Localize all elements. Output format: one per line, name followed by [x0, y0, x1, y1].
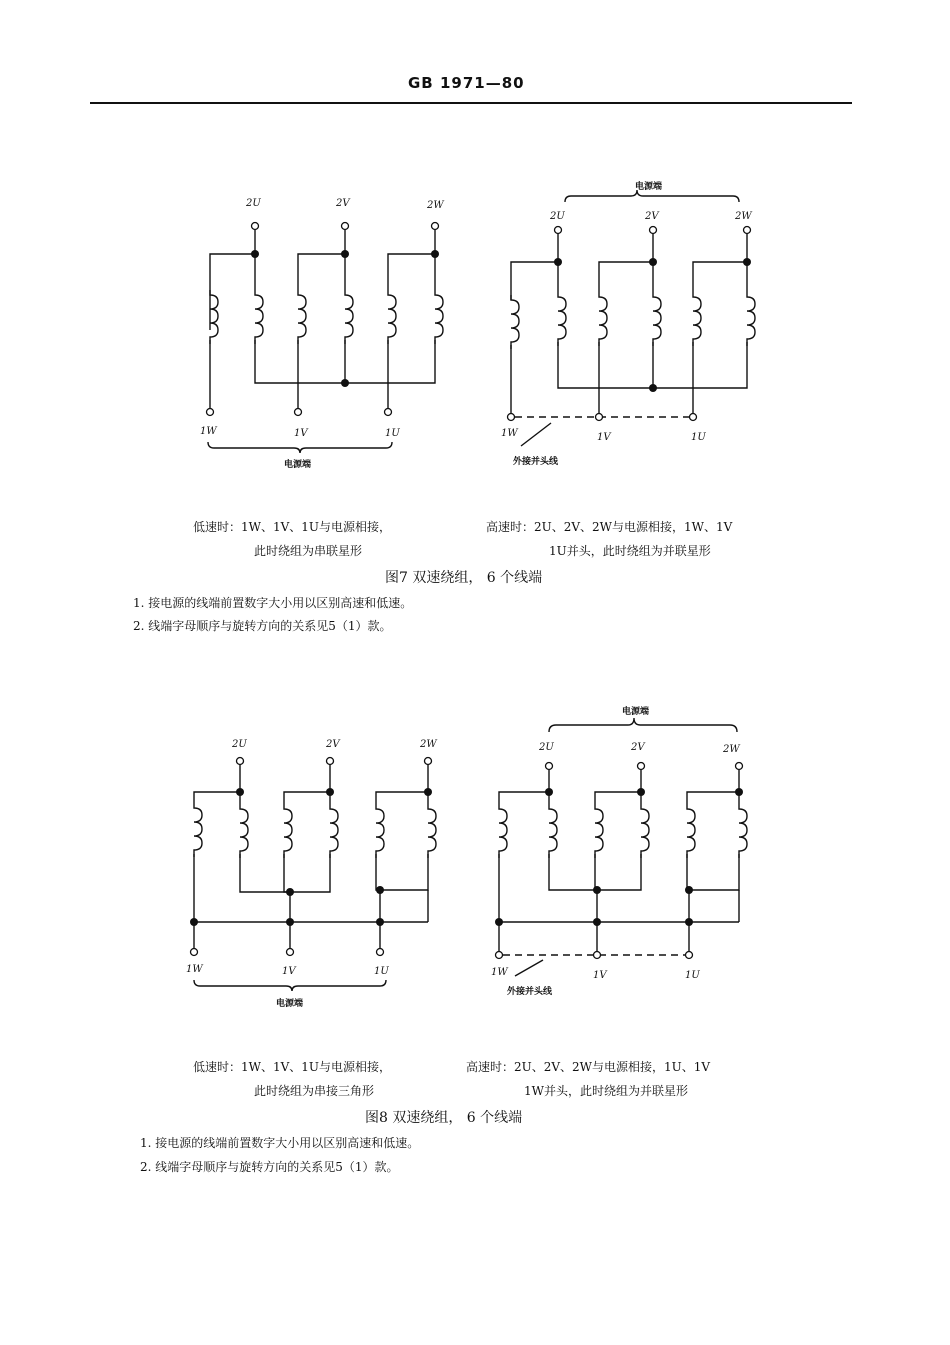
- header-rule: [90, 102, 852, 104]
- fig7-title: 图7 双速绕组， 6 个线端: [385, 570, 543, 586]
- fig7-right-group-label: 电源端: [635, 182, 663, 192]
- fig8-right-diagram: [485, 700, 775, 1000]
- fig8-left-label-2V: 2V: [326, 739, 340, 750]
- fig7-note-2: 2. 线端字母顺序与旋转方向的关系见5（1）款。: [133, 619, 392, 633]
- fig8-right-label-1V: 1V: [593, 970, 607, 981]
- fig7-right-jumper-label: 外接并头线: [513, 457, 559, 467]
- fig8-right-label-1U: 1U: [685, 970, 700, 981]
- fig8-left-label-1V: 1V: [282, 966, 296, 977]
- fig7-left-diagram: [190, 190, 460, 480]
- fig8-right-label-1W: 1W: [491, 967, 508, 978]
- fig8-note-1: 1. 接电源的线端前置数字大小用以区别高速和低速。: [140, 1136, 420, 1150]
- fig7-left-label-2U: 2U: [246, 198, 261, 209]
- fig7-left-label-1V: 1V: [294, 428, 308, 439]
- page-header-code: GB 1971—80: [408, 74, 525, 92]
- fig7-right-label-2V: 2V: [645, 211, 659, 222]
- fig8-right-label-2W: 2W: [723, 744, 740, 755]
- fig7-left-label-1U: 1U: [385, 428, 400, 439]
- fig7-right-label-1W: 1W: [501, 428, 518, 439]
- fig7-left-label-1W: 1W: [200, 426, 217, 437]
- fig8-left-label-2W: 2W: [420, 739, 437, 750]
- fig7-caption-low-2: 此时绕组为串联星形: [254, 544, 363, 558]
- fig7-left-label-2V: 2V: [336, 198, 350, 209]
- fig8-left-group-label: 电源端: [276, 999, 304, 1009]
- fig7-right-label-2U: 2U: [550, 211, 565, 222]
- fig8-left-label-1U: 1U: [374, 966, 389, 977]
- fig8-right-jumper-label: 外接并头线: [507, 987, 553, 997]
- fig8-left-label-1W: 1W: [186, 964, 203, 975]
- fig8-caption-high-2: 1W并头，此时绕组为并联星形: [524, 1084, 688, 1098]
- fig8-right-label-2V: 2V: [631, 742, 645, 753]
- fig7-caption-low-1: 低速时：1W、1V、1U与电源相接，: [193, 520, 392, 534]
- fig8-caption-high-1: 高速时：2U、2V、2W与电源相接，1U、1V: [466, 1060, 711, 1074]
- fig8-caption-low-1: 低速时：1W、1V、1U与电源相接，: [193, 1060, 392, 1074]
- fig8-left-diagram: [180, 730, 450, 1020]
- fig7-right-label-1V: 1V: [597, 432, 611, 443]
- fig7-left-group-label: 电源端: [284, 460, 312, 470]
- fig8-title: 图8 双速绕组， 6 个线端: [365, 1110, 523, 1126]
- fig7-note-1: 1. 接电源的线端前置数字大小用以区别高速和低速。: [133, 596, 413, 610]
- fig7-right-diagram: [495, 180, 775, 470]
- fig8-right-label-2U: 2U: [539, 742, 554, 753]
- fig7-left-label-2W: 2W: [427, 200, 444, 211]
- fig8-left-label-2U: 2U: [232, 739, 247, 750]
- fig7-right-label-2W: 2W: [735, 211, 752, 222]
- fig7-caption-high-2: 1U并头，此时绕组为并联星形: [549, 544, 711, 558]
- fig7-caption-high-1: 高速时：2U、2V、2W与电源相接，1W、1V: [486, 520, 733, 534]
- fig8-note-2: 2. 线端字母顺序与旋转方向的关系见5（1）款。: [140, 1160, 399, 1174]
- fig7-right-label-1U: 1U: [691, 432, 706, 443]
- fig8-caption-low-2: 此时绕组为串接三角形: [254, 1084, 375, 1098]
- fig8-right-group-label: 电源端: [622, 707, 650, 717]
